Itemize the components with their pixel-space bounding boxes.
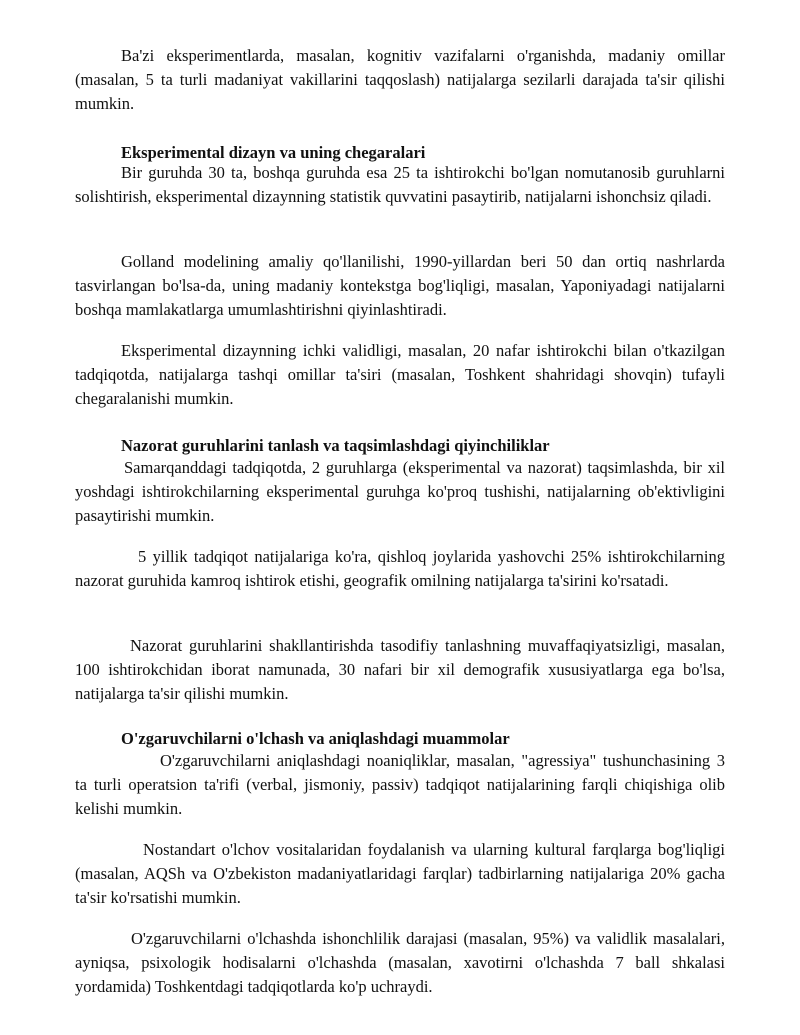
heading-experimental-design: Eksperimental dizayn va uning chegaralari <box>121 143 426 162</box>
paragraph-nonstandard-tools: Nostandart o'lchov vositalaridan foydalanish va ularning kultural farqlarga bog'liqligi (masalan, AQSh va O'zbekiston madaniyatlaridagi farqlar) tadbirlarning natijalariga 20% gacha ta'sir ko'rsatishi mumkin. <box>75 840 725 907</box>
paragraph-random-selection: Nazorat guruhlarini shakllantirishda tasodifiy tanlashning muvaffaqiyatsizligi, masalan, 100 ishtirokchidan iborat namunada, 30 nafari bir xil demografik xususiyatlarga ega bo'lsa, natijalarga ta'sir qilishi mumkin. <box>75 636 725 703</box>
paragraph-samarkand-study: Samarqanddagi tadqiqotda, 2 guruhlarga (eksperimental va nazorat) taqsimlashda, bir xil yoshdagi ishtirokchilarning eksperimental guruhga ko'proq tushishi, natijalarning ob'ektivligini pasaytirishi mumkin. <box>75 458 725 525</box>
paragraph-unequal-groups: Bir guruhda 30 ta, boshqa guruhda esa 25 ta ishtirokchi bo'lgan nomutanosib guruhlarni solishtirish, eksperimental dizaynning statistik quvvatini pasaytirib, natijalarni ishonchsiz qiladi. <box>75 163 725 206</box>
paragraph-cultural-factors: Ba'zi eksperimentlarda, masalan, kognitiv vazifalarni o'rganishda, madaniy omillar (masalan, 5 ta turli madaniyat vakillarini taqqoslash) natijalarga sezilarli darajada ta'sir qilishi mumkin. <box>75 46 725 113</box>
paragraph-aggression-definitions: O'zgaruvchilarni aniqlashdagi noaniqliklar, masalan, "agressiya" tushunchasining 3 ta turli operatsion ta'rifi (verbal, jismoniy, passiv) tadqiqot natijalarining farqli chiqishiga olib kelishi mumkin. <box>75 751 725 818</box>
paragraph-internal-validity: Eksperimental dizaynning ichki validligi, masalan, 20 nafar ishtirokchi bilan o'tkazilgan tadqiqotda, natijalarga tashqi omillar ta'siri (masalan, Toshkent shahridagi shovqin) tufayli chegaralanishi mumkin. <box>75 341 725 408</box>
paragraph-rural-participants: 5 yillik tadqiqot natijalariga ko'ra, qishloq joylarida yashovchi 25% ishtirokchilarning nazorat guruhida kamroq ishtirok etishi, geografik omilning natijalarga ta'sirini ko'rsatadi. <box>75 547 725 590</box>
heading-variable-measurement: O'zgaruvchilarni o'lchash va aniqlashdagi muammolar <box>121 729 510 748</box>
paragraph-holland-model: Golland modelining amaliy qo'llanilishi, 1990-yillardan beri 50 dan ortiq nashrlarda tasvirlangan bo'lsa-da, uning madaniy kontekstga bog'liqligi, masalan, Yaponiyadagi natijalarni boshqa mamlakatlarga umumlashtirishni qiyinlashtiradi. <box>75 252 725 319</box>
heading-control-groups: Nazorat guruhlarini tanlash va taqsimlashdagi qiyinchiliklar <box>121 436 550 455</box>
paragraph-reliability: O'zgaruvchilarni o'lchashda ishonchlilik darajasi (masalan, 95%) va validlik masalalari, ayniqsa, psixologik hodisalarni o'lchashda (masalan, xavotirni o'lchashda 7 ball shkalasi yordamida) Toshkentdagi tadqiqotlarda ko'p uchraydi. <box>75 929 725 996</box>
